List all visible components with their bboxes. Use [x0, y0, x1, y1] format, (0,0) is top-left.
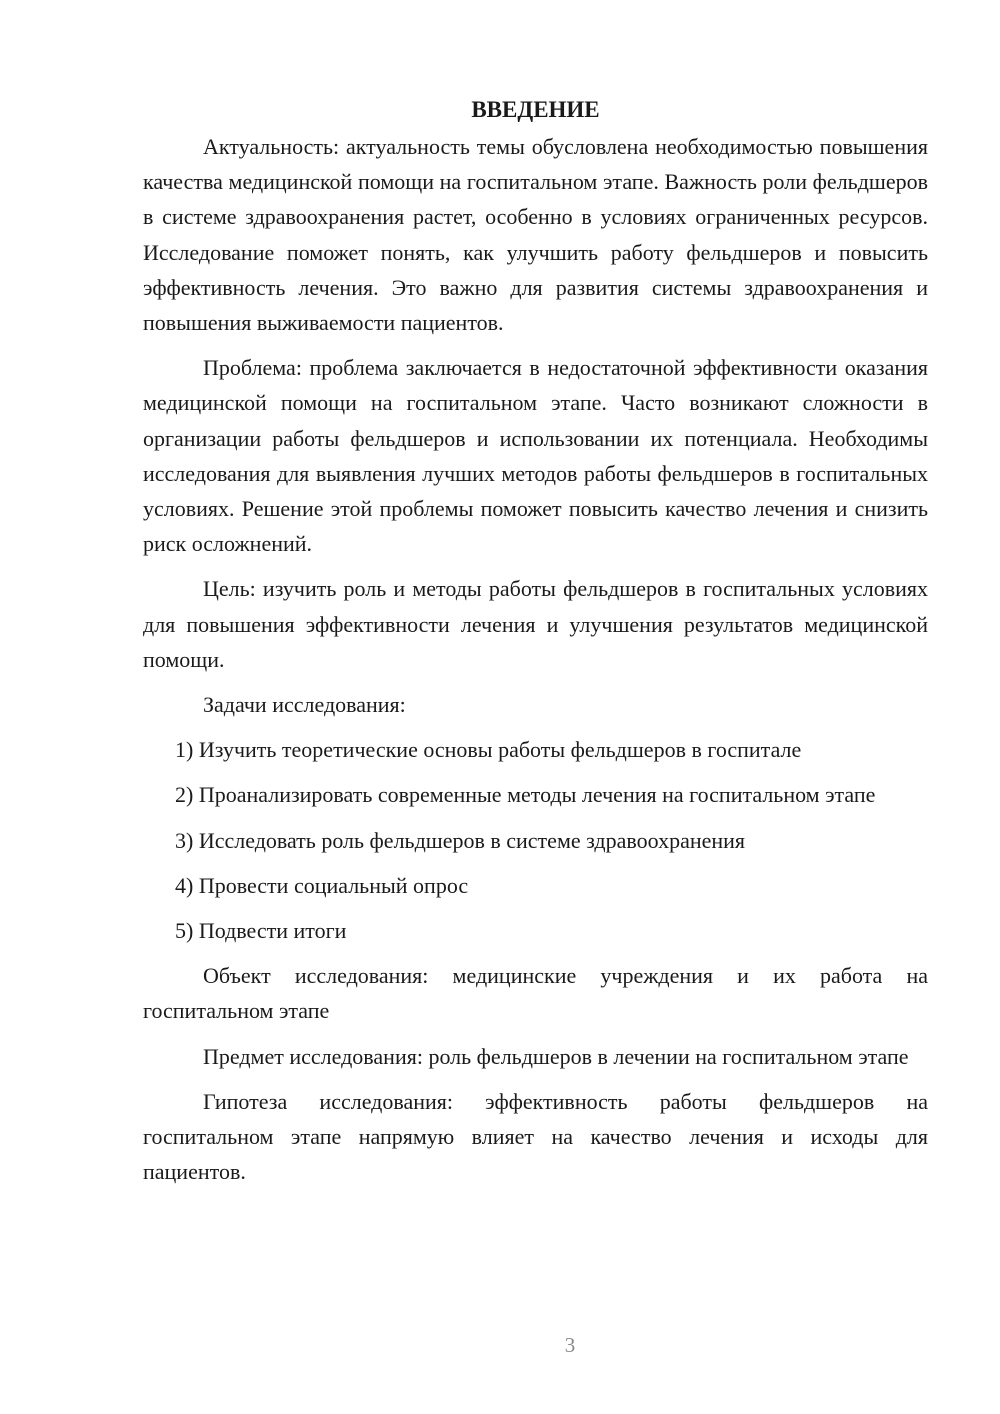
goal-paragraph: Цель: изучить роль и методы работы фельдшеров в госпитальных условиях для повышения эффективности лечения и улучшения результатов медицинской помощи. [143, 576, 928, 672]
task-item-3: 3) Исследовать роль фельдшеров в системе здравоохранения [175, 827, 746, 853]
task-item-1: 1) Изучить теоретические основы работы фельдшеров в госпитале [175, 737, 802, 763]
subject-paragraph: Предмет исследования: роль фельдшеров в лечении на госпитальном этапе [203, 1043, 909, 1069]
hypothesis-paragraph: Гипотеза исследования: эффективность работы фельдшеров на госпитальном этапе напрямую влияет на качество лечения и исходы для пациентов. [143, 1088, 928, 1185]
object-paragraph: Объект исследования: медицинские учреждения и их работа на госпитальном этапе [143, 963, 928, 1024]
relevance-paragraph: Актуальность: актуальность темы обусловлена необходимостью повышения качества медицинской помощи на госпитальном этапе. Важность роли фельдшеров в системе здравоохранения растет, особенно в условиях ограниченных ресурсов. Исследование поможет понять, как улучшить работу фельдшеров и повысить эффективность лечения. Это важно для развития системы здравоохранения и повышения выживаемости пациентов. [143, 134, 928, 336]
section-heading: ВВЕДЕНИЕ [471, 97, 600, 122]
task-item-4: 4) Провести социальный опрос [175, 872, 469, 898]
task-item-2: 2) Проанализировать современные методы лечения на госпитальном этапе [175, 782, 876, 808]
tasks-title: Задачи исследования: [203, 692, 406, 718]
task-item-5: 5) Подвести итоги [175, 918, 347, 944]
document-page [143, 92, 928, 1199]
problem-paragraph: Проблема: проблема заключается в недостаточной эффективности оказания медицинской помощи на госпитальном этапе. Часто возникают сложности в организации работы фельдшеров и использовании их потенциала. Необходимы исследования для выявления лучших методов работы фельдшеров в госпитальных условиях. Решение этой проблемы поможет повысить качество лечения и снизить риск осложнений. [143, 355, 928, 557]
tasks-list [143, 732, 928, 948]
page-number: 3 [564, 1333, 576, 1357]
